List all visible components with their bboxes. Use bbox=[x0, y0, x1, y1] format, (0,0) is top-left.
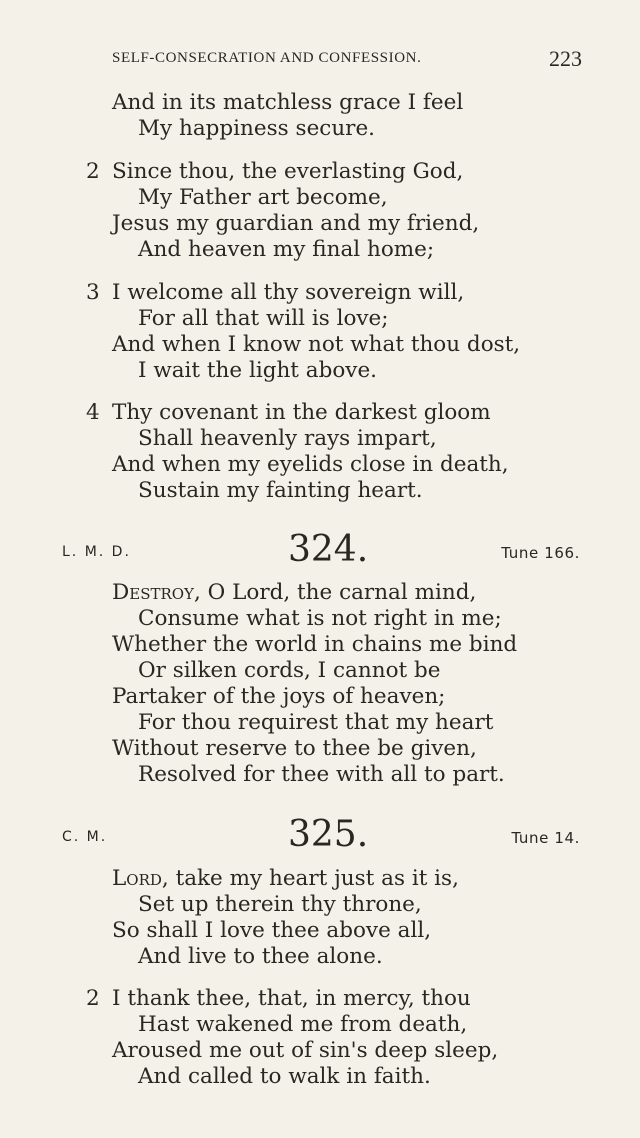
verse-line: And called to walk in faith. bbox=[138, 1064, 431, 1089]
first-word: Destroy, bbox=[112, 580, 201, 605]
verse-line: Aroused me out of sin's deep sleep, bbox=[112, 1038, 499, 1063]
verse-line: Partaker of the joys of heaven; bbox=[112, 684, 446, 709]
verse-line: And live to thee alone. bbox=[138, 944, 383, 969]
first-line-rest: take my heart just as it is, bbox=[168, 866, 459, 891]
verse-line: I welcome all thy sovereign will, bbox=[112, 280, 465, 305]
verse-line: And when my eyelids close in death, bbox=[112, 452, 509, 477]
verse-line: So shall I love thee above all, bbox=[112, 918, 432, 943]
verse-line: And when I know not what thou dost, bbox=[112, 332, 521, 357]
first-word: Lord, bbox=[112, 866, 169, 891]
verse-line: Or silken cords, I cannot be bbox=[138, 658, 441, 683]
verse-line: Hast wakened me from death, bbox=[138, 1012, 468, 1037]
running-title: SELF-CONSECRATION AND CONFESSION. bbox=[112, 50, 422, 66]
verse-line: And heaven my final home; bbox=[138, 237, 435, 262]
verse-line: My happiness secure. bbox=[138, 116, 376, 141]
meter-label: C. M. bbox=[62, 829, 108, 845]
tune-reference: Tune 14. bbox=[511, 829, 580, 847]
verse-line: Consume what is not right in me; bbox=[138, 606, 502, 631]
verse-line: Without reserve to thee be given, bbox=[112, 736, 477, 761]
tune-reference: Tune 166. bbox=[501, 544, 580, 562]
first-line-rest: O Lord, the carnal mind, bbox=[200, 580, 477, 605]
verse-line: For all that will is love; bbox=[138, 306, 389, 331]
verse-line: Jesus my guardian and my friend, bbox=[112, 211, 480, 236]
verse-line: Thy covenant in the darkest gloom bbox=[112, 400, 491, 425]
hymn-number: 325. bbox=[288, 814, 369, 855]
hymn-heading bbox=[62, 815, 580, 855]
verse-line bbox=[112, 866, 459, 892]
verse-line: Set up therein thy throne, bbox=[138, 892, 422, 917]
stanza-number: 2 bbox=[86, 159, 100, 184]
stanza-number: 3 bbox=[86, 280, 100, 305]
verse-line: And in its matchless grace I feel bbox=[112, 90, 464, 115]
verse-line: I wait the light above. bbox=[138, 358, 378, 383]
hymn-number: 324. bbox=[288, 529, 369, 570]
meter-label: L. M. D. bbox=[62, 544, 131, 560]
stanza-number: 4 bbox=[86, 400, 100, 425]
verse-line: I thank thee, that, in mercy, thou bbox=[112, 986, 471, 1011]
stanza-number: 2 bbox=[86, 986, 100, 1011]
verse-line: Whether the world in chains me bind bbox=[112, 632, 518, 657]
verse-line: My Father art become, bbox=[138, 185, 388, 210]
verse-line bbox=[112, 580, 476, 606]
verse-line: Sustain my fainting heart. bbox=[138, 478, 423, 503]
verse-line: Since thou, the everlasting God, bbox=[112, 159, 464, 184]
verse-line: Shall heavenly rays impart, bbox=[138, 426, 437, 451]
page-number: 223 bbox=[549, 46, 582, 71]
hymn-heading bbox=[62, 530, 580, 570]
verse-line: Resolved for thee with all to part. bbox=[138, 762, 505, 787]
verse-line: For thou requirest that my heart bbox=[138, 710, 494, 735]
